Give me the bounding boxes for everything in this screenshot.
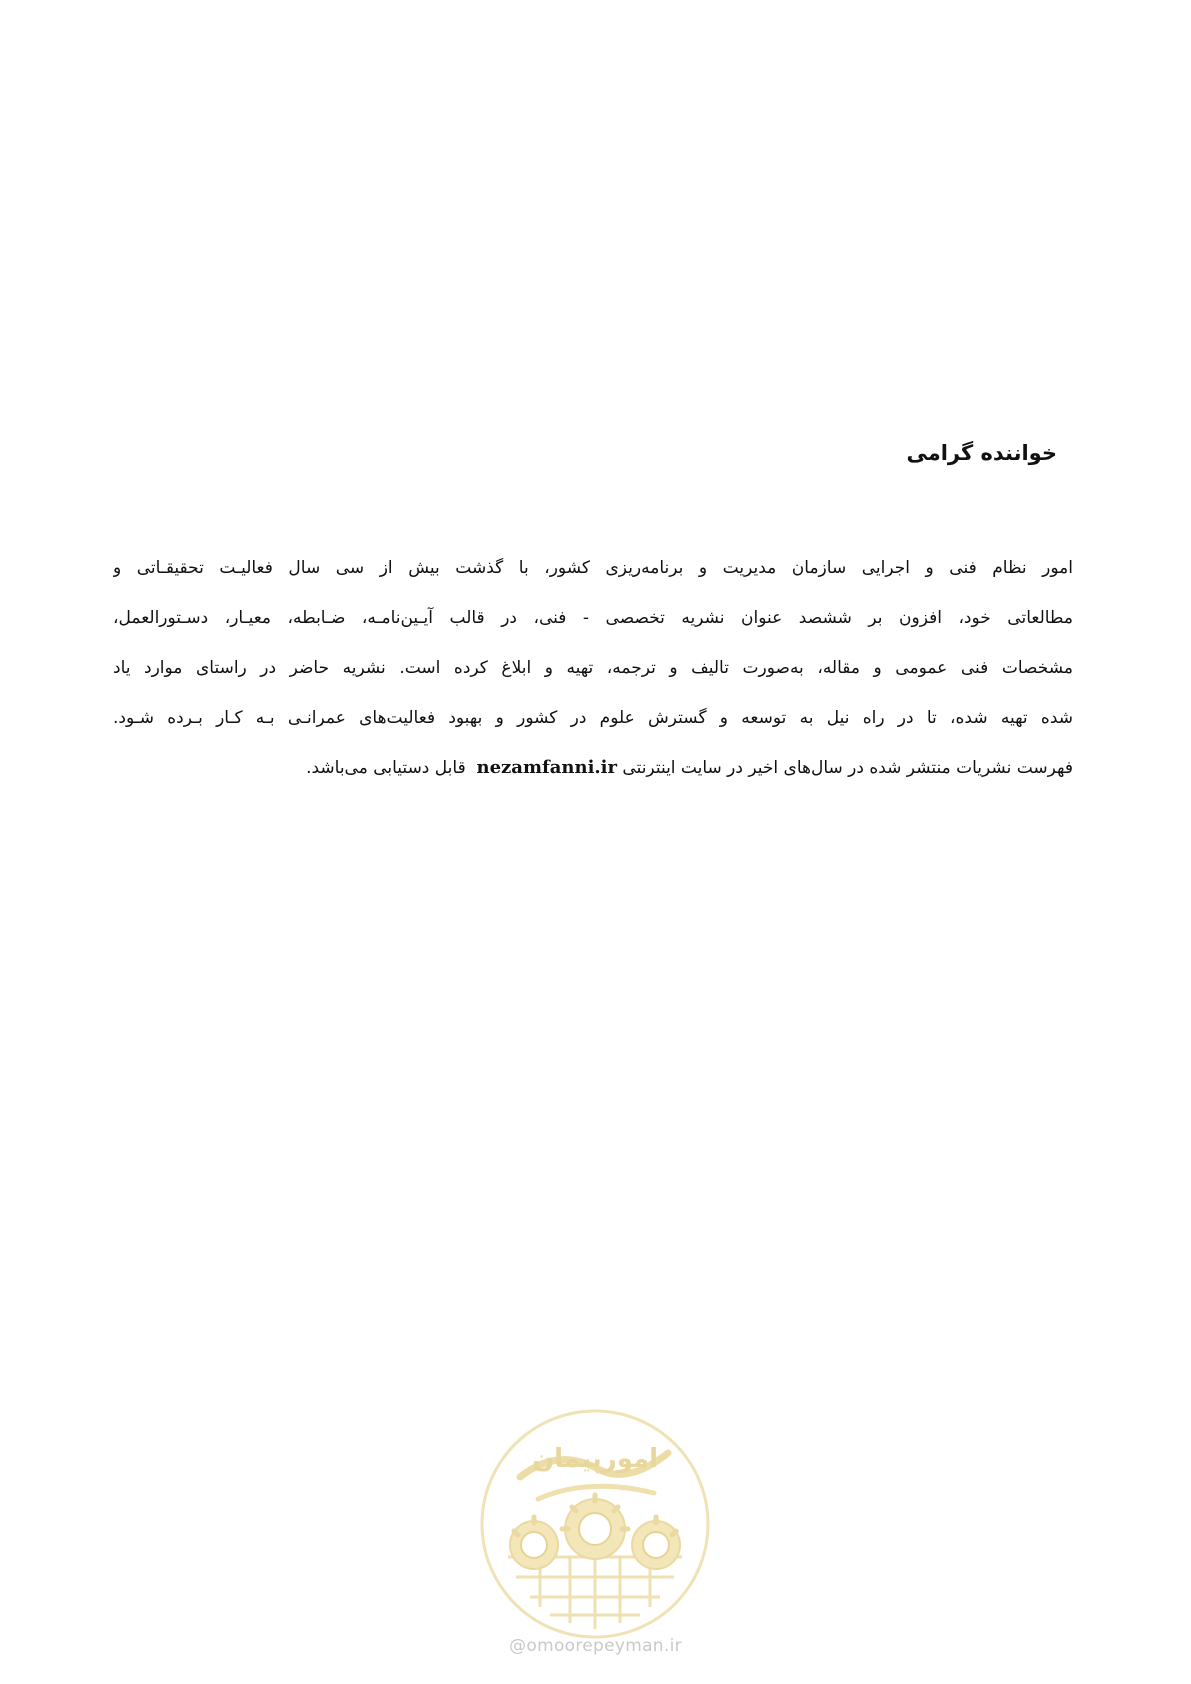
document-heading: خواننده گرامی bbox=[906, 441, 1057, 465]
seal-logo-icon bbox=[478, 1407, 712, 1641]
last-line-before: فهرست نشریات منتشر شده در سال‌های اخیر در سایت اینترنتی bbox=[622, 758, 1073, 778]
document-paragraph bbox=[113, 543, 1073, 793]
paragraph-line: مطالعاتی خود، افزون بر ششصد عنوان نشریه تخصصی - فنی، در قالب آیـین‌نامـه، ضـابطه، معیـار، دسـتورالعمل، bbox=[113, 608, 1073, 628]
paragraph-line: شده تهیه شده، تا در راه نیل به توسعه و گسترش علوم در کشور و بهبود فعالیت‌های عمرانـی بـه کـار بـرده شـود. bbox=[113, 708, 1073, 728]
paragraph-last-line bbox=[113, 743, 1073, 793]
last-line-after: قابل دستیابی می‌باشد. bbox=[306, 758, 466, 778]
paragraph-line: امور نظام فنی و اجرایی سازمان مدیریت و برنامه‌ریزی کشور، با گذشت بیش از سی سال فعالیـت تحقیقـاتی و bbox=[113, 558, 1073, 578]
watermark-site-text: @omoorepeyman.ir bbox=[509, 1636, 682, 1656]
website-link-text: nezamfanni.ir bbox=[476, 757, 617, 778]
watermark-seal bbox=[478, 1407, 712, 1641]
paragraph-line: مشخصات فنی عمومی و مقاله، به‌صورت تالیف و ترجمه، تهیه و ابلاغ کرده است. نشریه حاضر در راستای موارد یاد bbox=[113, 658, 1073, 678]
seal-text: امورپیمان bbox=[531, 1444, 659, 1474]
